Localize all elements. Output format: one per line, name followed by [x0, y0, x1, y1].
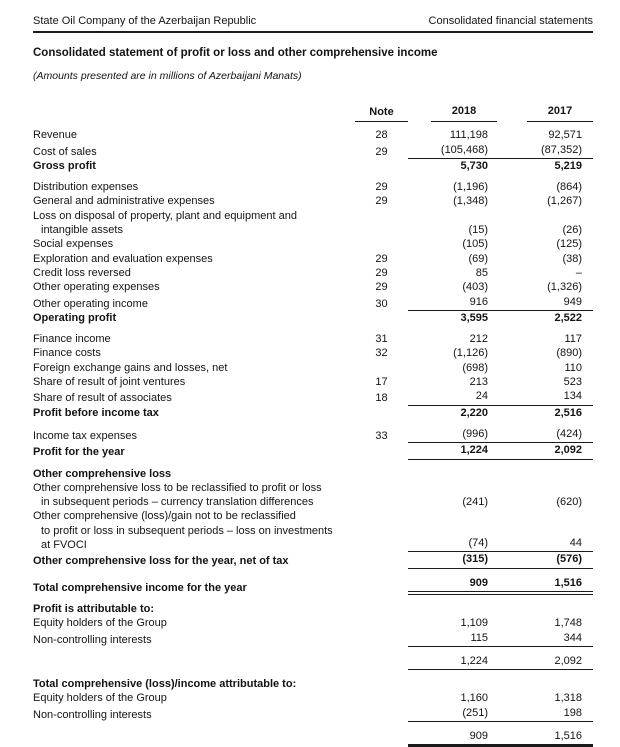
row-values: [408, 536, 593, 552]
row-value-2017: 2,092: [554, 444, 582, 457]
row-value-2017: 44: [569, 537, 582, 550]
row-value-2018: (74): [468, 537, 488, 550]
row-label: Gross profit: [33, 159, 96, 172]
row-note: 32: [375, 347, 388, 360]
row-values: [408, 280, 593, 294]
row-values: [408, 427, 593, 443]
row-value-2018: (996): [462, 427, 488, 440]
row-values: [408, 143, 593, 159]
row-note: 29: [375, 145, 388, 158]
row-values: [408, 389, 593, 405]
table-row: [33, 481, 593, 510]
row-values: [408, 631, 593, 647]
row-value-2017: (26): [562, 224, 582, 237]
row-value-2018: [408, 677, 497, 691]
row-label: Other comprehensive loss: [33, 467, 172, 480]
row-value-2018: 1,224: [460, 654, 488, 667]
table-row: [33, 443, 593, 459]
row-value-2017: 134: [563, 390, 582, 403]
row-value-2018: (251): [462, 706, 488, 719]
row-label: Equity holders of the Group: [33, 692, 167, 705]
row-value-2018: 916: [469, 295, 488, 308]
row-value-2017: 117: [564, 333, 582, 346]
row-label: Income tax expenses: [33, 429, 137, 442]
row-value-2018: 3,595: [460, 311, 488, 324]
row-value-2017: (424): [556, 427, 582, 440]
row-note: 29: [375, 252, 388, 265]
row-label: Equity holders of the Group: [33, 617, 167, 630]
row-label: Finance income: [33, 333, 111, 346]
row-values: [408, 346, 593, 360]
row-values: [408, 677, 593, 691]
row-values: [408, 361, 593, 375]
row-values: [408, 691, 593, 705]
row-value-2018: 1,160: [460, 692, 488, 705]
table-row: [33, 576, 593, 595]
row-label: Share of result of associates: [33, 392, 172, 405]
row-value-2018: 5,730: [460, 159, 488, 172]
row-value-2017: [497, 677, 593, 691]
row-note: 29: [375, 181, 388, 194]
row-value-2017: (864): [556, 181, 582, 194]
row-note: 18: [375, 392, 388, 405]
table-row: [33, 427, 593, 443]
row-value-2018: 2,220: [460, 406, 488, 419]
column-header-note-cell: [355, 105, 408, 122]
row-values: [408, 311, 593, 325]
row-value-2017: 523: [563, 376, 582, 389]
row-value-2017: (38): [562, 252, 582, 265]
row-note: 29: [375, 195, 388, 208]
row-label: Foreign exchange gains and losses, net: [33, 361, 228, 374]
row-value-2018: 1,109: [460, 617, 488, 630]
row-value-2018: 213: [469, 376, 488, 389]
row-value-2017: 949: [563, 295, 582, 308]
row-values: [408, 654, 593, 670]
row-note: 29: [375, 266, 388, 279]
page-title: Consolidated statement of profit or loss and other comprehensive income: [33, 47, 438, 59]
page-subtitle: (Amounts presented are in millions of Azerbaijani Manats): [33, 70, 302, 82]
row-value-2017: 2,092: [554, 654, 582, 667]
table-row: [33, 631, 593, 647]
row-note: 29: [375, 281, 388, 294]
statement-rows: [33, 128, 593, 747]
column-header-2017-cell: [497, 105, 593, 122]
row-label: Other operating income: [33, 297, 148, 310]
row-values: [408, 237, 593, 251]
table-row: [33, 509, 593, 552]
table-row: [33, 143, 593, 159]
row-value-2017: 1,516: [554, 729, 582, 742]
column-header-spacer: [33, 105, 355, 122]
row-values: [408, 467, 593, 481]
table-row: [33, 252, 593, 266]
table-row: [33, 389, 593, 405]
row-values: [408, 706, 593, 722]
row-label: Total comprehensive income for the year: [33, 581, 247, 594]
row-value-2017: 5,219: [554, 159, 582, 172]
row-note: 33: [375, 429, 388, 442]
table-row: [33, 332, 593, 346]
row-values: [408, 332, 593, 346]
row-value-2017: (1,326): [547, 281, 582, 294]
header-document-type: Consolidated financial statements: [428, 15, 593, 27]
row-label: Profit before income tax: [33, 406, 159, 419]
row-values: [408, 180, 593, 194]
table-row: [33, 361, 593, 375]
table-row: [33, 375, 593, 389]
row-value-2018: (403): [462, 281, 488, 294]
table-row: [33, 194, 593, 208]
row-value-2018: (15): [468, 224, 488, 237]
row-label: Cost of sales: [33, 145, 97, 158]
row-value-2017: [497, 602, 593, 616]
row-values: [408, 495, 593, 509]
row-values: [408, 602, 593, 616]
row-label: Profit for the year: [33, 446, 125, 459]
row-values: [408, 729, 593, 747]
row-value-2017: 110: [564, 361, 582, 374]
row-label: Operating profit: [33, 311, 117, 324]
row-value-2018: 111,198: [449, 129, 488, 142]
column-header-note: Note: [355, 105, 408, 122]
table-row: [33, 691, 593, 705]
row-value-2018: (315): [462, 553, 488, 566]
table-row: [33, 311, 593, 325]
row-value-2018: 24: [475, 390, 488, 403]
table-row: [33, 706, 593, 722]
row-label: Other operating expenses: [33, 281, 160, 294]
row-values: [408, 159, 593, 173]
column-header-2018-cell: [408, 105, 497, 122]
row-label: Finance costs: [33, 347, 101, 360]
row-label: General and administrative expenses: [33, 195, 215, 208]
row-note: 28: [375, 129, 388, 142]
row-note: 31: [375, 333, 388, 346]
row-values: [408, 443, 593, 459]
table-row: [33, 180, 593, 194]
column-header-2017: 2017: [527, 105, 593, 122]
row-value-2018: [408, 467, 497, 481]
row-label: Other comprehensive (loss)/gain not to be reclassified to profit or loss in subsequent periods – loss on investments at FVOCI: [33, 510, 333, 552]
row-label: Social expenses: [33, 238, 114, 251]
row-label: Credit loss reversed: [33, 266, 131, 279]
table-row: [33, 406, 593, 420]
row-values: [408, 375, 593, 389]
row-value-2018: (69): [468, 252, 488, 265]
row-value-2018: 909: [469, 576, 488, 589]
row-value-2017: 1,748: [554, 617, 582, 630]
row-values: [408, 616, 593, 630]
row-value-2018: 1,224: [460, 444, 488, 457]
row-value-2018: (1,196): [453, 181, 488, 194]
row-values: [408, 576, 593, 595]
table-row: [33, 266, 593, 280]
table-row: [33, 616, 593, 630]
table-row: [33, 280, 593, 294]
row-note: 30: [375, 297, 388, 310]
table-row: [33, 128, 593, 142]
table-row: [33, 346, 593, 360]
row-label: Profit is attributable to:: [33, 602, 154, 615]
row-value-2017: 2,522: [554, 311, 582, 324]
table-row: [33, 677, 593, 691]
row-label: Share of result of joint ventures: [33, 376, 186, 389]
row-value-2017: 344: [563, 631, 582, 644]
row-label: Non-controlling interests: [33, 708, 152, 721]
row-value-2018: [408, 602, 497, 616]
row-value-2017: 92,571: [548, 129, 582, 142]
row-label: Distribution expenses: [33, 181, 139, 194]
row-label: Non-controlling interests: [33, 633, 152, 646]
row-value-2018: (698): [462, 361, 488, 374]
row-value-2018: (105): [462, 238, 488, 251]
row-value-2017: 2,516: [554, 406, 582, 419]
table-row: [33, 467, 593, 481]
row-note: 17: [375, 376, 388, 389]
row-value-2018: 212: [469, 333, 488, 346]
row-value-2018: 85: [475, 266, 488, 279]
row-value-2017: 1,318: [554, 692, 582, 705]
row-label: Revenue: [33, 129, 78, 142]
row-value-2018: (1,126): [453, 347, 488, 360]
row-values: [408, 128, 593, 142]
row-value-2017: (576): [556, 553, 582, 566]
row-label: Other comprehensive loss for the year, net of tax: [33, 555, 289, 568]
row-value-2017: (620): [556, 496, 582, 509]
row-values: [408, 223, 593, 237]
row-label: Other comprehensive loss to be reclassified to profit or loss in subsequent periods – currency translation differences: [33, 481, 322, 509]
row-value-2017: (1,267): [547, 195, 582, 208]
table-row: [33, 209, 593, 238]
row-values: [408, 252, 593, 266]
row-values: [408, 295, 593, 311]
header-company-name: State Oil Company of the Azerbaijan Republic: [33, 15, 257, 27]
row-label: Loss on disposal of property, plant and equipment and intangible assets: [33, 209, 297, 237]
row-value-2018: 909: [469, 729, 488, 742]
row-value-2018: 115: [470, 631, 488, 644]
row-values: [408, 552, 593, 568]
row-value-2017: (890): [556, 347, 582, 360]
row-value-2018: (105,468): [440, 143, 488, 156]
column-header-2018: 2018: [431, 105, 497, 122]
row-value-2017: (125): [556, 238, 582, 251]
row-value-2017: (87,352): [541, 143, 582, 156]
row-label: Total comprehensive (loss)/income attributable to:: [33, 678, 297, 691]
row-label: Exploration and evaluation expenses: [33, 252, 213, 265]
document-header: [33, 8, 593, 33]
row-values: [408, 194, 593, 208]
table-row: [33, 552, 593, 568]
row-value-2017: [497, 467, 593, 481]
row-value-2018: (241): [462, 496, 488, 509]
row-values: [408, 266, 593, 280]
table-row: [33, 602, 593, 616]
table-row: [33, 729, 593, 747]
row-value-2017: 1,516: [554, 576, 582, 589]
row-value-2017: –: [575, 266, 582, 279]
row-value-2018: (1,348): [453, 195, 488, 208]
row-values: [408, 406, 593, 420]
table-row: [33, 159, 593, 173]
column-headers: [33, 105, 593, 122]
table-row: [33, 654, 593, 670]
table-row: [33, 295, 593, 311]
table-row: [33, 237, 593, 251]
row-value-2017: 198: [563, 706, 582, 719]
